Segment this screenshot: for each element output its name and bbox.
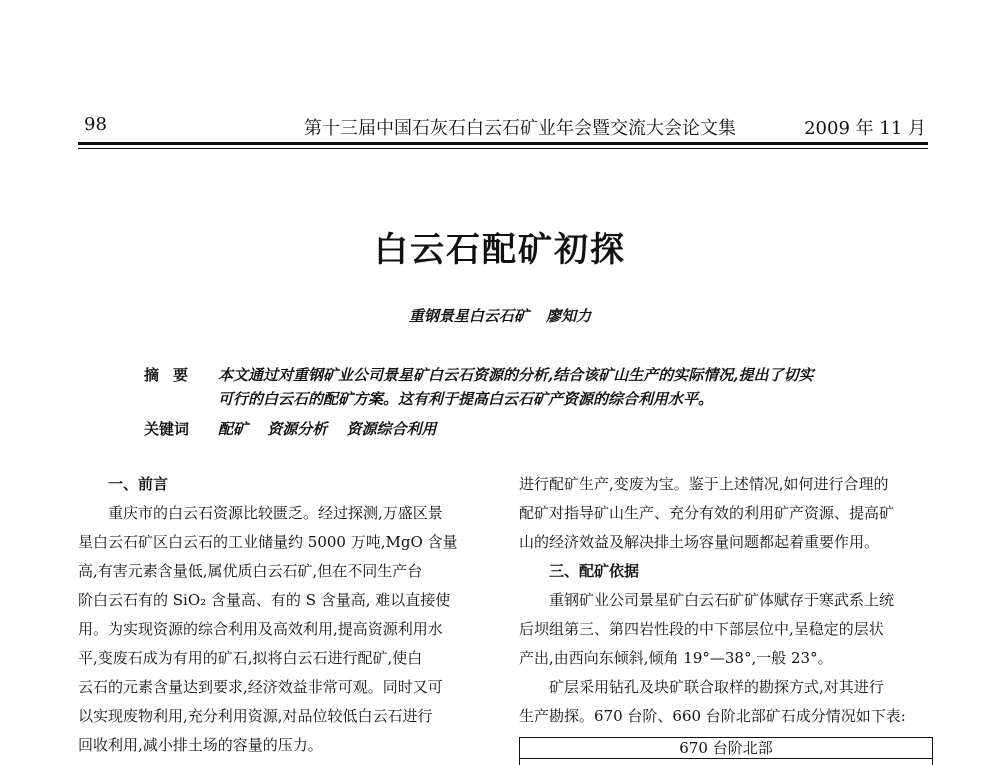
body-line: 进行配矿生产,变废为宝。鉴于上述情况,如何进行合理的 bbox=[519, 475, 889, 493]
ore-composition-table bbox=[519, 737, 933, 765]
abstract-line: 本文通过对重钢矿业公司景星矿白云石资源的分析,结合该矿山生产的实际情况,提出了切实 bbox=[218, 366, 814, 384]
proceedings-title: 第十三届中国石灰石白云石矿业年会暨交流大会论文集 bbox=[304, 118, 736, 139]
section-heading-intro: 一、前言 bbox=[108, 475, 169, 493]
right-column bbox=[519, 470, 934, 731]
header-rule-thin bbox=[78, 148, 928, 149]
body-line: 高,有害元素含量低,属优质白云石矿,但在不同生产台 bbox=[78, 562, 423, 580]
body-line: 阶白云石有的 SiO₂ 含量高、有的 S 含量高, 难以直接使 bbox=[78, 591, 451, 609]
running-header bbox=[78, 114, 928, 144]
body-line: 云石的元素含量达到要求,经济效益非常可观。同时又可 bbox=[78, 678, 443, 696]
author: 廖知力 bbox=[546, 307, 592, 325]
keyword: 资源分析 bbox=[267, 420, 328, 438]
body-line: 矿层采用钻孔及块矿联合取样的勘探方式,对其进行 bbox=[549, 678, 884, 696]
left-column bbox=[78, 470, 498, 760]
keywords-label: 关键词 bbox=[144, 420, 190, 438]
affiliation: 重钢景星白云石矿 bbox=[408, 307, 529, 325]
keyword: 资源综合利用 bbox=[346, 420, 437, 438]
abstract-label: 摘要 bbox=[144, 366, 203, 384]
body-line: 配矿对指导矿山生产、充分有效的利用矿产资源、提高矿 bbox=[519, 504, 895, 522]
body-line: 生产勘探。670 台阶、660 台阶北部矿石成分情况如下表: bbox=[519, 707, 906, 725]
body-line: 山的经济效益及解决排土场容量问题都起着重要作用。 bbox=[519, 533, 880, 551]
page-number: 98 bbox=[84, 114, 107, 135]
body-line: 重庆市的白云石资源比较匮乏。经过探测,万盛区景 bbox=[108, 504, 443, 522]
body-line: 产出,由西向东倾斜,倾角 19°—38°,一般 23°。 bbox=[519, 649, 833, 667]
publication-date: 2009 年 11 月 bbox=[804, 118, 926, 139]
body-line: 用。为实现资源的综合利用及高效利用,提高资源利用水 bbox=[78, 620, 443, 638]
abstract-line: 可行的白云石的配矿方案。这有利于提高白云石矿产资源的综合利用水平。 bbox=[218, 390, 714, 408]
table-caption: 670 台阶北部 bbox=[520, 738, 932, 759]
header-rule-thick bbox=[78, 142, 928, 145]
body-line: 以实现废物利用,充分利用资源,对品位较低白云石进行 bbox=[78, 707, 433, 725]
body-line: 平,变废石成为有用的矿石,拟将白云石进行配矿,使白 bbox=[78, 649, 423, 667]
keyword: 配矿 bbox=[218, 420, 249, 438]
section-heading-basis: 三、配矿依据 bbox=[549, 562, 640, 580]
body-line: 星白云石矿区白云石的工业储量约 5000 万吨,MgO 含量 bbox=[78, 533, 458, 551]
keywords bbox=[218, 417, 451, 441]
body-line: 后坝组第三、第四岩性段的中下部层位中,呈稳定的层状 bbox=[519, 620, 884, 638]
body-line: 回收利用,减小排土场的容量的压力。 bbox=[78, 736, 323, 754]
body-line: 重钢矿业公司景星矿白云石矿矿体赋存于寒武系上统 bbox=[549, 591, 895, 609]
paper-title: 白云石配矿初探 bbox=[374, 230, 626, 270]
byline bbox=[0, 305, 1000, 326]
